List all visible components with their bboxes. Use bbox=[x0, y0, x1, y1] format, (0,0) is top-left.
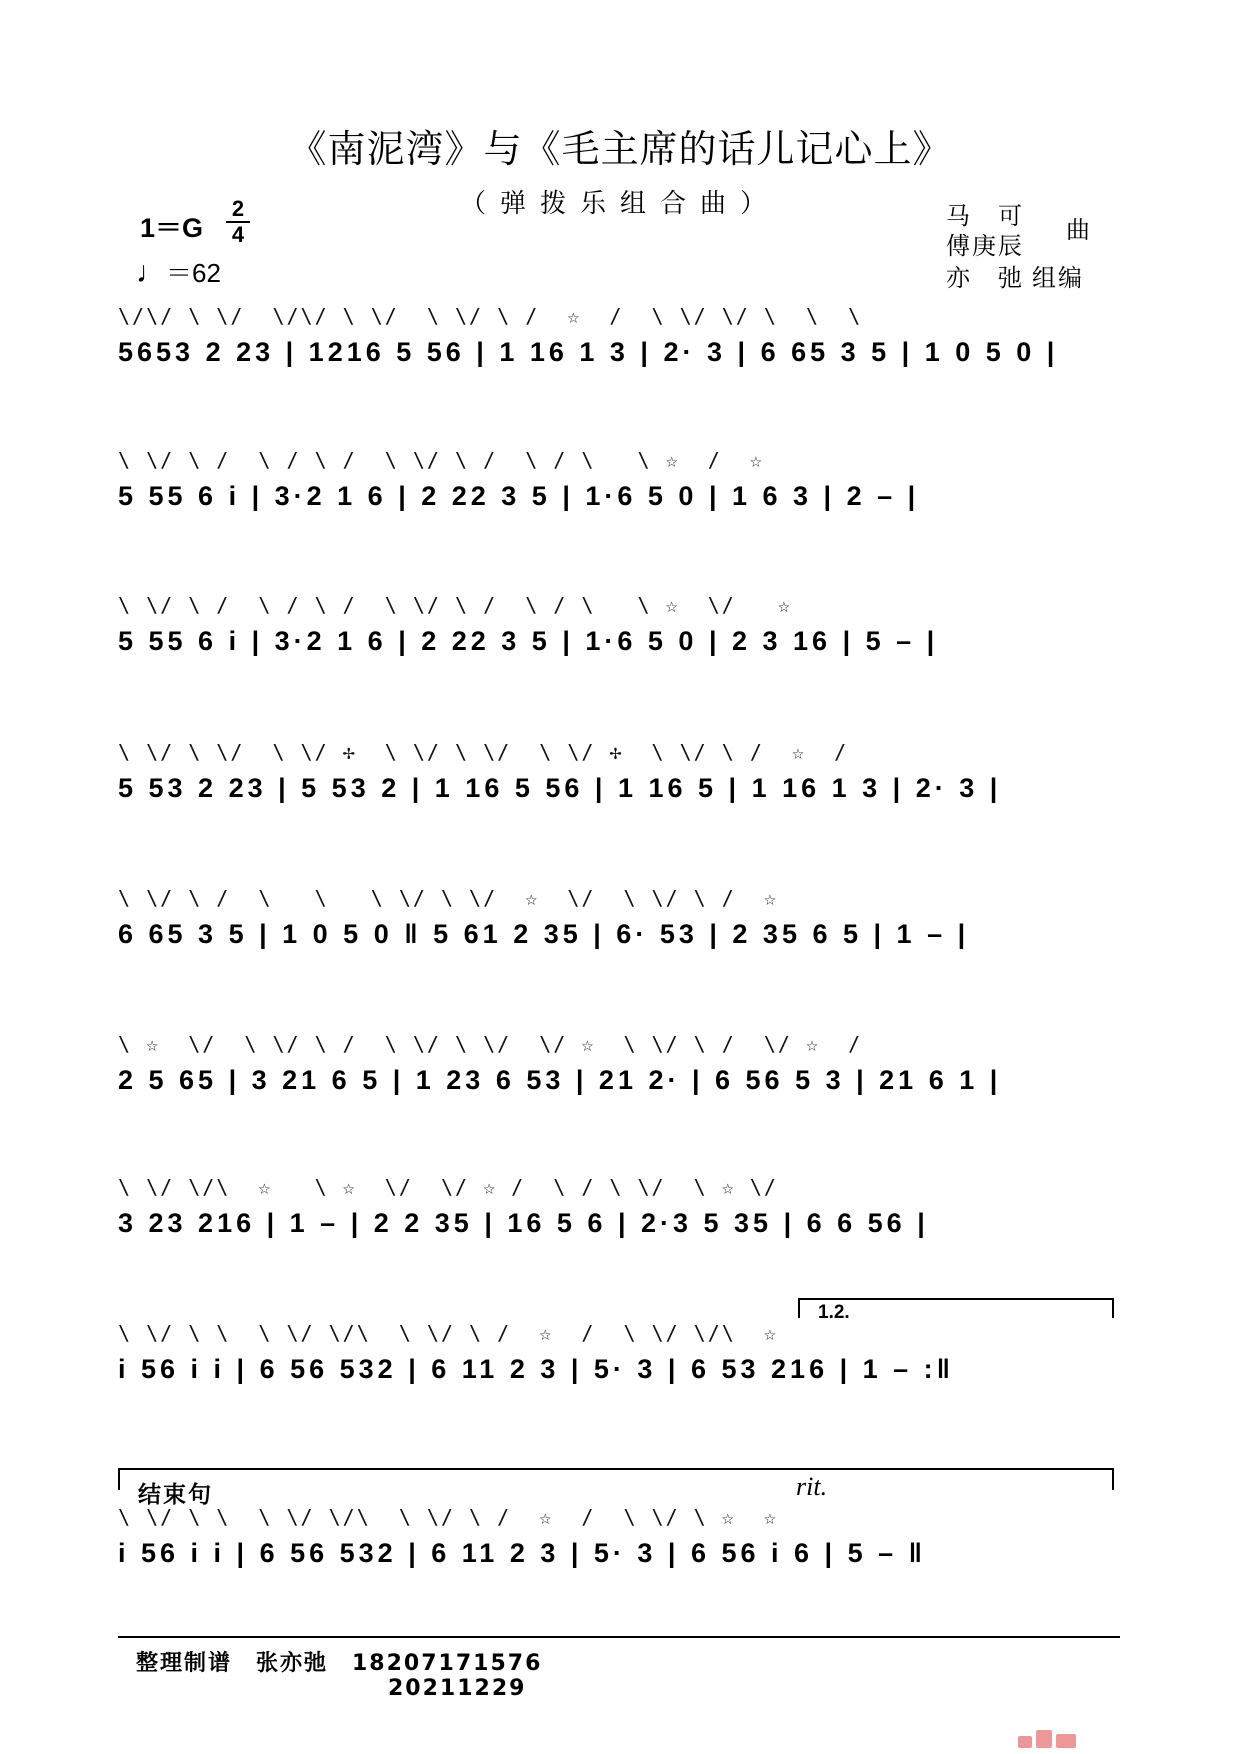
staff-line-3 bbox=[118, 592, 1118, 672]
jianpu-notes: 5653 2 23 | 1216 5 56 | 1 16 1 3 | 2· 3 | 6 65 3 5 | 1 0 5 0 | bbox=[118, 337, 1059, 367]
stroke-marks: \ \/ \/\ ☆ \ ☆ \/ \/ ☆ / \ / \ \/ \ ☆ \/ bbox=[118, 1175, 778, 1199]
time-signature bbox=[226, 198, 250, 246]
ritardando-marking: rit. bbox=[796, 1472, 828, 1501]
staff-line-2 bbox=[118, 447, 1118, 527]
jianpu-notes: 2 5 65 | 3 21 6 5 | 1 23 6 53 | 21 2· | 6 56 5 3 | 21 6 1 | bbox=[118, 1065, 1002, 1095]
stroke-marks: \ \/ \ \ \ \/ \/\ \ \/ \ / ☆ / \ \/ \ ☆ ☆ bbox=[118, 1505, 778, 1529]
staff-line-7 bbox=[118, 1174, 1118, 1254]
credit-composer-role: 曲 bbox=[1066, 216, 1092, 244]
stroke-marks: \ ☆ \/ \ \/ \ / \ \/ \ \/ \/ ☆ \ \/ \ / \/ ☆ / bbox=[118, 1032, 863, 1056]
stroke-marks: \ \/ \ / \ \ \ \/ \ \/ ☆ \/ \ \/ \ / ☆ bbox=[118, 886, 778, 910]
staff-line-8 bbox=[118, 1320, 1118, 1400]
watermark-icon bbox=[1018, 1726, 1078, 1750]
stroke-marks: \ \/ \ / \ / \ / \ \/ \ / \ / \ \ ☆ / ☆ bbox=[118, 448, 764, 472]
volta-bracket bbox=[798, 1298, 1114, 1323]
footer-divider bbox=[118, 1636, 1120, 1638]
time-signature-bottom: 4 bbox=[231, 222, 245, 247]
staff-line-9 bbox=[118, 1504, 1118, 1584]
score-subtitle: （弹拨乐组合曲） bbox=[459, 189, 780, 219]
staff-line-5 bbox=[118, 885, 1118, 965]
jianpu-notes: 5 55 6 i | 3·2 1 6 | 2 22 3 5 | 1·6 5 0 | 1 6 3 | 2 – | bbox=[118, 481, 920, 511]
ending-bracket bbox=[118, 1468, 1114, 1508]
volta-label: 1.2. bbox=[818, 1302, 850, 1323]
footer-credit: 整理制谱 张亦弛 18207171576 bbox=[136, 1651, 543, 1676]
watermark-logo bbox=[1018, 1726, 1078, 1754]
stroke-marks: \ \/ \ / \ / \ / \ \/ \ / \ / \ \ ☆ \/ ☆ bbox=[118, 593, 792, 617]
jianpu-notes: i 56 i i | 6 56 532 | 6 11 2 3 | 5· 3 | 6 56 i 6 | 5 – ‖ bbox=[118, 1538, 927, 1568]
quarter-note-icon: ♩ bbox=[136, 256, 166, 289]
ending-label: 结束句 bbox=[138, 1482, 213, 1508]
jianpu-notes: i 56 i i | 6 56 532 | 6 11 2 3 | 5· 3 | 6 53 216 | 1 – :‖ bbox=[118, 1354, 955, 1384]
time-signature-top: 2 bbox=[231, 196, 245, 221]
stroke-marks: \ \/ \ \ \ \/ \/\ \ \/ \ / ☆ / \ \/ \/\ ☆ bbox=[118, 1321, 778, 1345]
jianpu-notes: 6 65 3 5 | 1 0 5 0 ‖ 5 61 2 35 | 6· 53 | 2 35 6 5 | 1 – | bbox=[118, 919, 970, 949]
jianpu-notes: 3 23 216 | 1 – | 2 2 35 | 16 5 6 | 2·3 5 35 | 6 6 56 | bbox=[118, 1208, 929, 1238]
stroke-marks: \/\/ \ \/ \/\/ \ \/ \ \/ \ / ☆ / \ \/ \/ \ \ \ bbox=[118, 304, 863, 328]
credit-arranger-role: 组编 bbox=[1032, 264, 1084, 292]
staff-line-1 bbox=[118, 303, 1118, 383]
key-signature: 1＝G bbox=[140, 213, 204, 243]
credit-composer-2: 傅庚辰 bbox=[946, 232, 1024, 260]
credit-arranger: 亦 弛 bbox=[946, 264, 1024, 292]
staff-line-6 bbox=[118, 1031, 1118, 1111]
jianpu-notes: 5 55 6 i | 3·2 1 6 | 2 22 3 5 | 1·6 5 0 | 2 3 16 | 5 – | bbox=[118, 626, 939, 656]
credit-composer: 马 可 bbox=[946, 202, 1024, 230]
tempo-marking bbox=[136, 253, 221, 290]
stroke-marks: \ \/ \ \/ \ \/ ✢ \ \/ \ \/ \ \/ ✢ \ \/ \ / ☆ / bbox=[118, 740, 849, 764]
score-title: 《南泥湾》与《毛主席的话儿记心上》 bbox=[288, 127, 952, 171]
jianpu-notes: 5 53 2 23 | 5 53 2 | 1 16 5 56 | 1 16 5 | 1 16 1 3 | 2· 3 | bbox=[118, 773, 1002, 803]
footer-date: 20211229 bbox=[388, 1676, 527, 1701]
staff-line-4 bbox=[118, 739, 1118, 819]
tempo-value: ＝62 bbox=[166, 258, 221, 288]
